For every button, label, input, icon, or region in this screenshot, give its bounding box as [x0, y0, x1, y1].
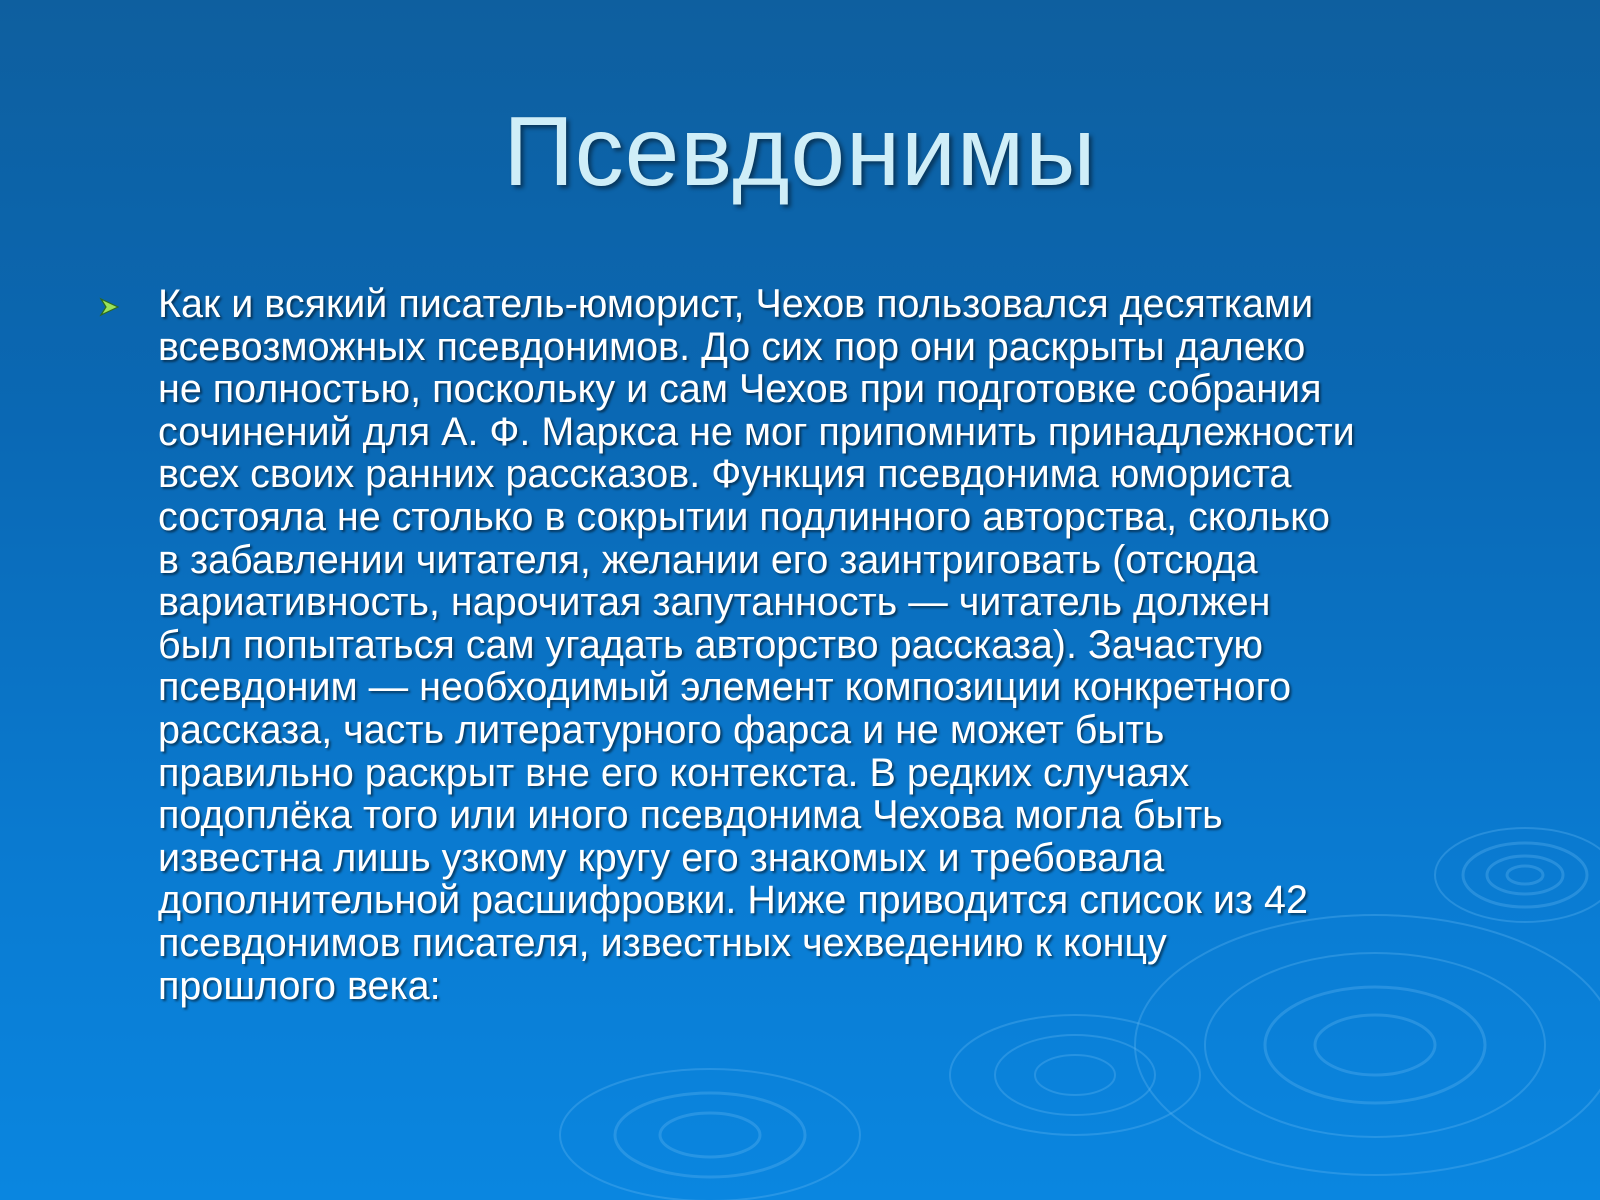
- text-line: рассказа, часть литературного фарса и не может быть: [158, 707, 1165, 752]
- text-line: сочинений для А. Ф. Маркса не мог припомнить принадлежности: [158, 409, 1355, 454]
- arrowhead-bullet-icon: [98, 296, 120, 318]
- bullet-paragraph: [98, 283, 1528, 1007]
- text-line: состояла не столько в сокрытии подлинного авторства, сколько: [158, 494, 1331, 539]
- text-line: в забавлении читателя, желании его заинтриговать (отсюда: [158, 537, 1258, 582]
- text-line: известна лишь узкому кругу его знакомых и требовала: [158, 835, 1165, 880]
- text-line: подоплёка того или иного псевдонима Чехова могла быть: [158, 793, 1223, 838]
- text-line: дополнительной расшифровки. Ниже приводится список из 42: [158, 878, 1308, 923]
- text-line: всех своих ранних рассказов. Функция псевдонима юмориста: [158, 452, 1292, 497]
- text-line: всевозможных псевдонимов. До сих пор они раскрыты далеко: [158, 324, 1306, 369]
- text-line: псевдоним — необходимый элемент композиции конкретного: [158, 665, 1292, 710]
- slide-title: Псевдонимы: [503, 96, 1097, 206]
- text-line: вариативность, нарочитая запутанность — читатель должен: [158, 580, 1271, 625]
- text-line: прошлого века:: [158, 963, 441, 1008]
- text-line: псевдонимов писателя, известных чехведению к концу: [158, 920, 1167, 965]
- text-line: правильно раскрыт вне его контекста. В редких случаях: [158, 750, 1190, 795]
- text-line: не полностью, поскольку и сам Чехов при подготовке собрания: [158, 367, 1322, 412]
- text-line: Как и всякий писатель-юморист, Чехов пользовался десятками: [158, 282, 1314, 326]
- text-line: был попытаться сам угадать авторство рассказа). Зачастую: [158, 622, 1264, 667]
- bullet-text: [158, 283, 1528, 1007]
